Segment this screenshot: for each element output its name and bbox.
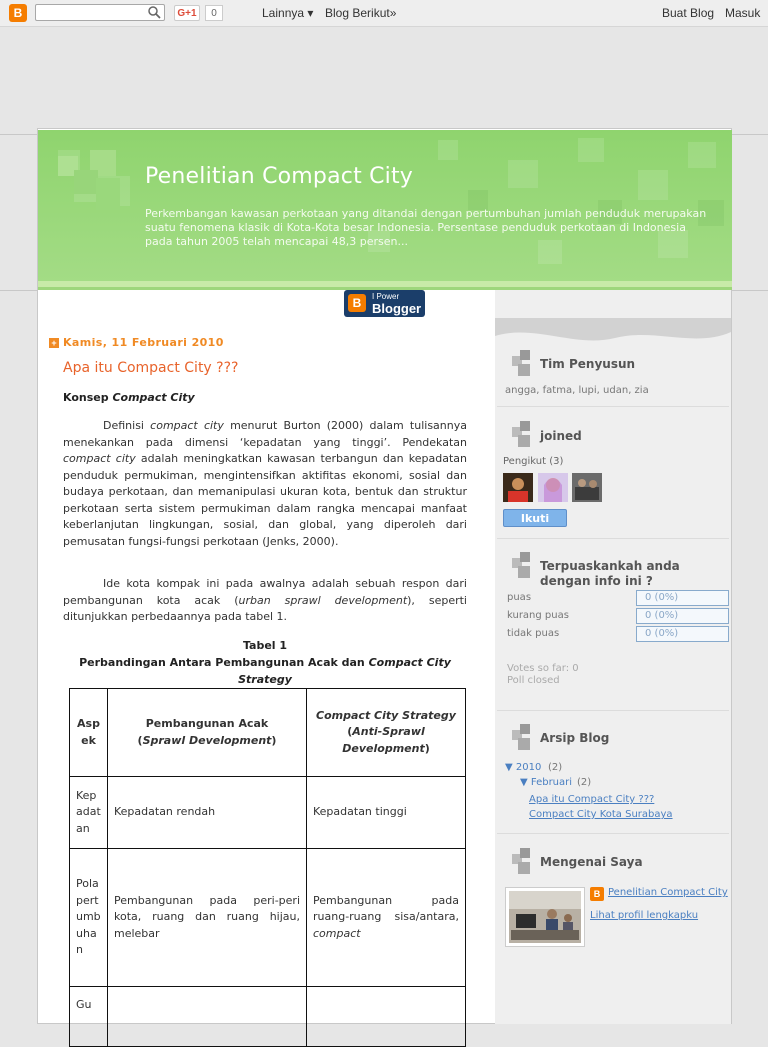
archive-month-toggle[interactable]: ▼ Februari	[520, 777, 573, 788]
table-cell-compact: Pembangunan pada ruang-ruang sisa/antara, compact	[307, 849, 466, 987]
poll-option-label: puas	[507, 592, 532, 603]
post-title[interactable]: Apa itu Compact City ???	[63, 360, 239, 376]
table-cell-compact: Kepadatan tinggi	[307, 777, 466, 849]
more-menu[interactable]: Lainnya ▾	[262, 6, 314, 20]
table-cell-aspect: Kepadatan	[70, 777, 108, 849]
badge-line2: Blogger	[372, 301, 422, 316]
table-row	[70, 849, 466, 987]
widget-divider	[497, 833, 729, 834]
table-cell-compact	[307, 987, 466, 1047]
blogger-badge-icon: B	[348, 294, 366, 312]
create-blog-link[interactable]: Buat Blog	[662, 6, 715, 20]
widget-divider	[497, 538, 729, 539]
post-paragraph-2: Ide kota kompak ini pada awalnya adalah sebuah respon dari pembangunan kota acak (urban sprawl development), seperti ditunjukkan perbedaannya pada tabel 1.	[63, 577, 467, 623]
view-profile-link[interactable]: Lihat profil lengkapku	[590, 910, 699, 921]
next-blog-link[interactable]: Blog Berikut»	[325, 6, 397, 20]
table-cell-aspect: Pola pertumbuhan	[70, 849, 108, 987]
profile-name-link[interactable]: Penelitian Compact City	[608, 887, 728, 898]
gplus-button[interactable]: G+1	[174, 5, 200, 21]
gplus-count: 0	[205, 5, 223, 21]
archive-post-link[interactable]: Compact City Kota Surabaya	[529, 809, 673, 820]
date-plus-icon: +	[49, 338, 59, 348]
search-input[interactable]	[35, 4, 165, 21]
table-cell-sprawl: Kepadatan rendah	[108, 777, 307, 849]
widget-blocks-icon	[510, 552, 532, 578]
about-widget-title: Mengenai Saya	[540, 855, 643, 869]
table-cell-sprawl: Pembangunan pada peri-peri kota, ruang dan ruang hijau, melebar	[108, 849, 307, 987]
archive-month-count: (2)	[577, 777, 592, 788]
archive-widget-title: Arsip Blog	[540, 731, 610, 745]
followers-count[interactable]: Pengikut (3)	[503, 456, 564, 467]
table-header-sprawl: Pembangunan Acak (Sprawl Development)	[108, 689, 307, 777]
poll-option-result: 0 (0%)	[636, 608, 729, 624]
table-header-compact: Compact City Strategy (Anti-Sprawl Development)	[307, 689, 466, 777]
widget-blocks-icon	[510, 350, 532, 376]
follower-avatar[interactable]	[538, 473, 568, 502]
archive-post-link[interactable]: Apa itu Compact City ???	[529, 794, 655, 805]
follower-avatar[interactable]	[503, 473, 533, 502]
followers-widget-title: joined	[540, 429, 582, 443]
powered-by-blogger-badge[interactable]	[344, 290, 425, 317]
table-caption: Tabel 1 Perbandingan Antara Pembangunan Acak dan Compact City Strategy	[79, 639, 451, 686]
poll-option-label: kurang puas	[507, 610, 569, 621]
widget-blocks-icon	[510, 848, 532, 874]
widget-divider	[497, 710, 729, 711]
header-decoration-icon	[56, 150, 120, 214]
team-members: angga, fatma, lupi, udan, zia	[505, 385, 649, 396]
blog-description: Perkembangan kawasan perkotaan yang ditandai dengan pertumbuhan jumlah penduduk merupakan suatu fenomena klasik di Kota-Kota besar Indonesia. Persentase penduduk perkotaan di Indonesia pada tahun 2005 telah mencapai 48,3 persen...	[145, 207, 707, 248]
team-widget-title: Tim Penyusun	[540, 357, 636, 371]
profile-photo[interactable]	[505, 887, 585, 947]
search-icon[interactable]	[148, 6, 161, 19]
widget-blocks-icon	[510, 724, 532, 750]
follow-button[interactable]: Ikuti	[503, 509, 567, 527]
table-row	[70, 987, 466, 1047]
blogger-navbar	[0, 0, 768, 27]
poll-widget-title: Terpuaskankah anda dengan info ini ?	[540, 559, 680, 588]
archive-year-toggle[interactable]: ▼ 2010	[505, 762, 542, 773]
table-row	[70, 777, 466, 849]
comparison-table	[69, 688, 466, 1047]
poll-option-result: 0 (0%)	[636, 626, 729, 642]
archive-year-count: (2)	[548, 762, 563, 773]
poll-option-result: 0 (0%)	[636, 590, 729, 606]
widget-blocks-icon	[510, 421, 532, 447]
section-heading: Konsep Compact City	[63, 391, 195, 404]
poll-votes: Votes so far: 0	[507, 663, 579, 674]
badge-line1: I Power	[372, 292, 400, 301]
widget-divider	[497, 406, 729, 407]
blogger-logo-icon[interactable]: B	[9, 4, 27, 22]
blogger-profile-icon: B	[590, 887, 604, 901]
table-cell-aspect: Gu	[70, 987, 108, 1047]
table-header-row	[70, 689, 466, 777]
follower-avatar[interactable]	[572, 473, 602, 502]
post-date: Kamis, 11 Februari 2010	[63, 336, 224, 349]
poll-status: Poll closed	[507, 675, 560, 686]
sign-in-link[interactable]: Masuk	[725, 6, 761, 20]
table-cell-sprawl	[108, 987, 307, 1047]
table-header-aspect: Aspek	[70, 689, 108, 777]
blog-title[interactable]: Penelitian Compact City	[145, 164, 414, 189]
poll-option-label: tidak puas	[507, 628, 560, 639]
post-paragraph-1: Definisi compact city menurut Burton (2000) dalam tulisannya menekankan pada dimensi ‘kepadatan yang tinggi’. Pendekatan compact city adalah meningkatkan kawasan terbangun dan kepadatan penduduk permukiman, mengintensifkan aktifitas ekonomi, sosial dan budaya perkotaan, dan memanipulasi ukuran kota, bentuk dan struktur perkotaan serta sistem permukiman dalam rangka mencapai manfaat keberlanjutan lingkungan, sosial, dan global, yang diperoleh dari pemusatan fungsi-fungsi perkotaan (Jenks, 2000).	[63, 419, 467, 548]
